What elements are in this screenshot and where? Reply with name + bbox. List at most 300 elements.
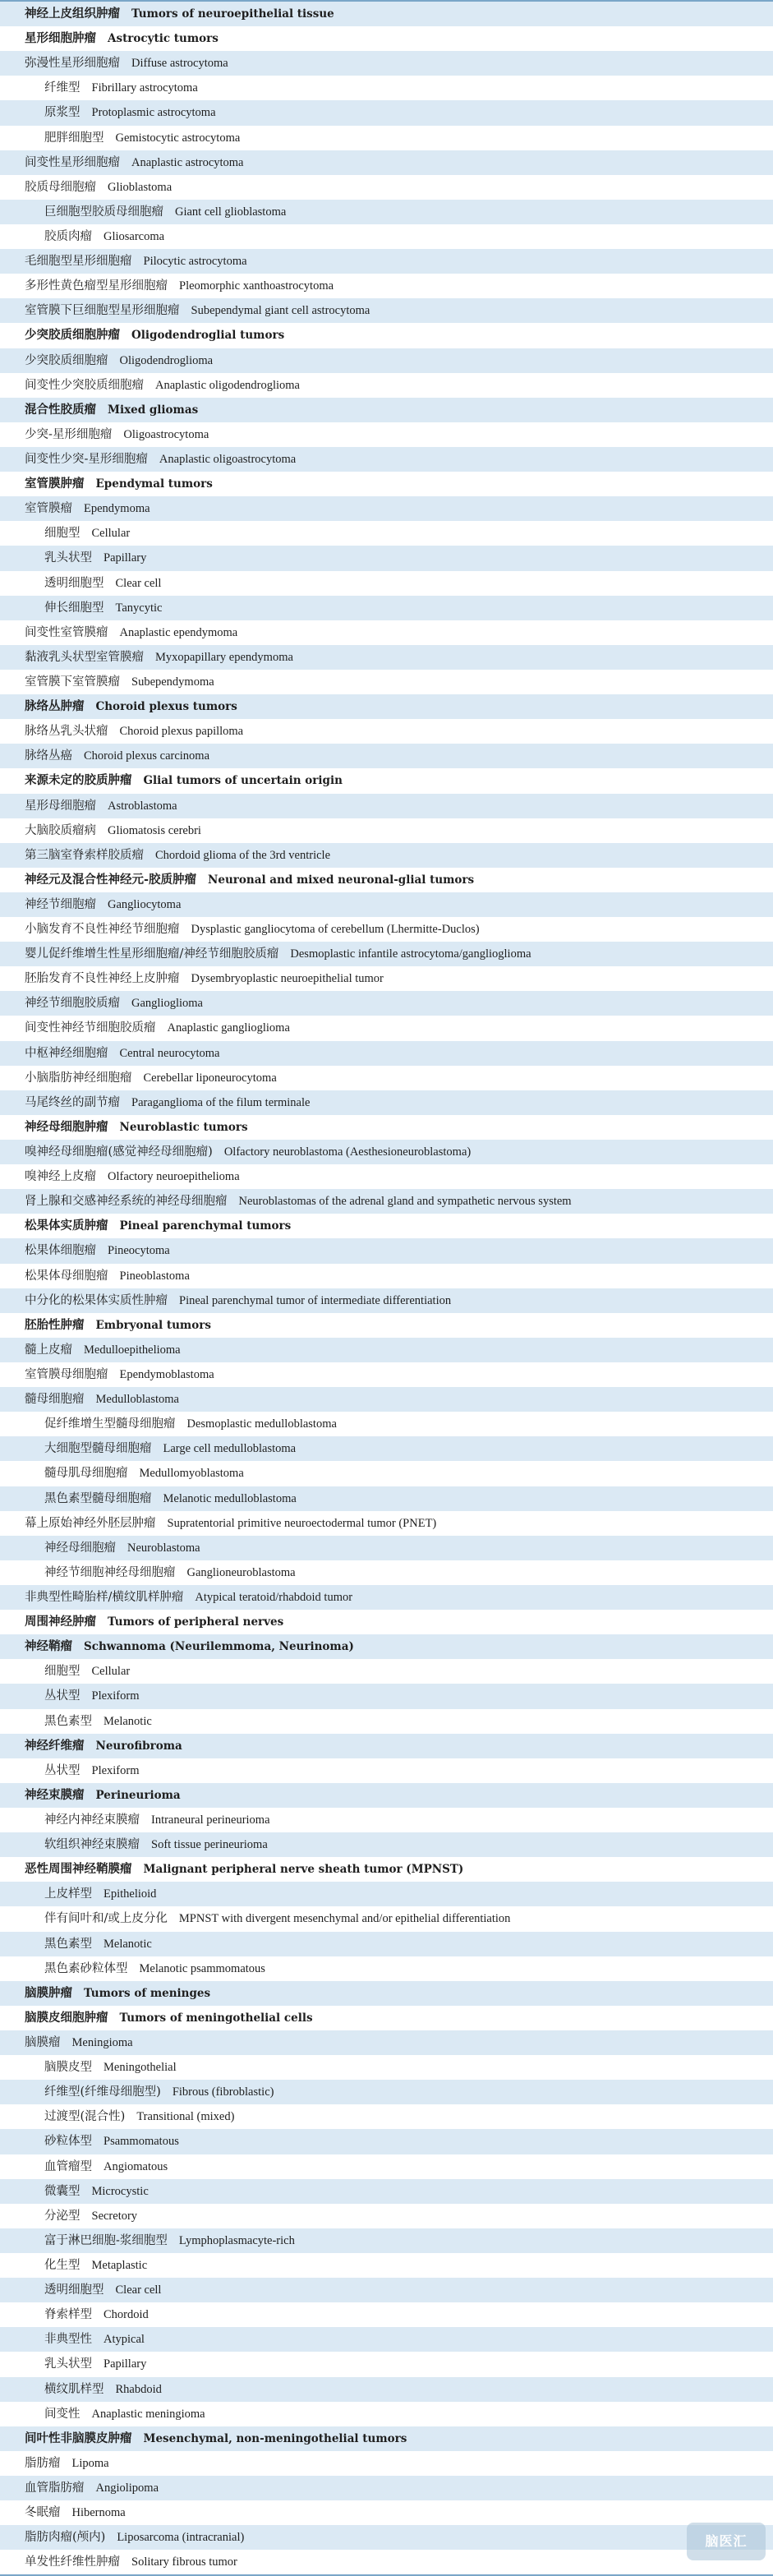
chinese-term: 室管膜母细胞瘤 <box>25 1368 108 1382</box>
table-row <box>0 51 773 76</box>
english-term: Oligodendroglial tumors <box>131 329 285 343</box>
chinese-term: 分泌型 <box>44 2209 81 2223</box>
table-row <box>0 249 773 274</box>
category-header-row <box>0 2426 773 2451</box>
category-header-row <box>0 768 773 793</box>
english-term: Angiomatous <box>104 2159 168 2173</box>
english-term: Melanotic <box>104 1714 152 1728</box>
english-term: Anaplastic ependymoma <box>119 625 238 639</box>
chinese-term: 松果体细胞瘤 <box>25 1244 96 1258</box>
english-term: Rhabdoid <box>115 2382 162 2396</box>
table-row <box>0 2278 773 2302</box>
english-term: Malignant peripheral nerve sheath tumor (MPNST) <box>143 1863 464 1877</box>
table-row <box>0 1264 773 1288</box>
chinese-term: 婴儿促纤维增生性星形细胞瘤/神经节细胞胶质瘤 <box>25 947 279 961</box>
english-term: Gangliocytoma <box>108 897 182 911</box>
english-term: Lipoma <box>71 2456 109 2470</box>
english-term: Lymphoplasmacyte-rich <box>178 2233 295 2247</box>
table-row <box>0 843 773 868</box>
english-term: Paraganglioma of the filum terminale <box>131 1095 311 1109</box>
english-term: Central neurocytoma <box>119 1046 220 1060</box>
english-term: Gemistocytic astrocytoma <box>115 131 241 145</box>
chinese-term: 脉络丛肿瘤 <box>25 699 85 714</box>
chinese-term: 脉络丛乳头状瘤 <box>25 725 108 739</box>
english-term: Anaplastic meningioma <box>91 2407 205 2421</box>
chinese-term: 原浆型 <box>44 106 81 120</box>
english-term: Pineal parenchymal tumor of intermediate differentiation <box>179 1293 452 1307</box>
chinese-term: 髓母细胞瘤 <box>25 1393 85 1407</box>
table-row <box>0 1041 773 1066</box>
category-header-row <box>0 1734 773 1758</box>
category-header-row <box>0 1857 773 1882</box>
english-term: Anaplastic oligodendroglioma <box>155 378 300 392</box>
chinese-term: 神经节细胞神经母细胞瘤 <box>44 1565 176 1579</box>
table-row <box>0 1758 773 1783</box>
table-row <box>0 447 773 472</box>
chinese-term: 多形性黄色瘤型星形细胞瘤 <box>25 279 168 293</box>
table-row <box>0 1436 773 1461</box>
table-row <box>0 2476 773 2500</box>
english-term: Neuroblastoma <box>127 1541 200 1555</box>
english-term: Angiolipoma <box>95 2481 159 2495</box>
english-term: Schwannoma (Neurilemmoma, Neurinoma) <box>84 1640 354 1654</box>
english-term: Anaplastic oligoastrocytoma <box>159 452 297 466</box>
english-term: Diffuse astrocytoma <box>131 57 228 71</box>
chinese-term: 黏液乳头状型室管膜瘤 <box>25 650 144 664</box>
table-row <box>0 1709 773 1734</box>
chinese-term: 室管膜下室管膜瘤 <box>25 675 120 689</box>
chinese-term: 血管脂肪瘤 <box>25 2481 85 2495</box>
category-header-row <box>0 26 773 51</box>
table-row <box>0 1585 773 1610</box>
english-term: Large cell medulloblastoma <box>163 1442 297 1456</box>
english-term: Tanycytic <box>115 601 163 615</box>
english-term: Anaplastic ganglioglioma <box>167 1021 290 1035</box>
english-term: Ganglioneuroblastoma <box>186 1565 296 1579</box>
table-row <box>0 2104 773 2129</box>
table-row <box>0 1659 773 1684</box>
table-row <box>0 2228 773 2253</box>
chinese-term: 髓母肌母细胞瘤 <box>44 1467 128 1481</box>
english-term: Medullomyoblastoma <box>139 1467 244 1481</box>
chinese-term: 脂肪肉瘤(颅内) <box>25 2531 106 2545</box>
chinese-term: 神经内神经束膜瘤 <box>44 1813 140 1827</box>
table-row <box>0 1288 773 1313</box>
chinese-term: 横纹肌样型 <box>44 2382 104 2396</box>
chinese-term: 恶性周围神经鞘膜瘤 <box>25 1862 132 1877</box>
chinese-term: 上皮样型 <box>44 1887 92 1901</box>
english-term: Anaplastic astrocytoma <box>131 155 244 169</box>
category-header-row <box>0 1214 773 1238</box>
chinese-term: 神经母细胞瘤 <box>44 1541 116 1555</box>
chinese-term: 透明细胞型 <box>44 2283 104 2297</box>
chinese-term: 黑色素型 <box>44 1714 92 1728</box>
english-term: Supratentorial primitive neuroectodermal tumor (PNET) <box>167 1516 437 1530</box>
english-term: Psammomatous <box>104 2135 179 2149</box>
table-row <box>0 1412 773 1436</box>
table-row <box>0 150 773 175</box>
chinese-term: 神经纤维瘤 <box>25 1738 85 1753</box>
english-term: Meningothelial <box>104 2061 177 2075</box>
chinese-term: 神经鞘瘤 <box>25 1639 72 1654</box>
chinese-term: 促纤维增生型髓母细胞瘤 <box>44 1417 176 1431</box>
category-header-row <box>0 868 773 892</box>
chinese-term: 细胞型 <box>44 1665 81 1679</box>
english-term: Desmoplastic medulloblastoma <box>186 1417 337 1431</box>
chinese-term: 透明细胞型 <box>44 576 104 590</box>
table-row <box>0 2525 773 2550</box>
english-term: Secretory <box>91 2209 138 2223</box>
english-term: Melanotic medulloblastoma <box>163 1491 297 1505</box>
table-row <box>0 818 773 843</box>
chinese-term: 松果体实质肿瘤 <box>25 1219 108 1233</box>
chinese-term: 室管膜肿瘤 <box>25 477 85 491</box>
table-row <box>0 2080 773 2104</box>
chinese-term: 血管瘤型 <box>44 2159 92 2173</box>
chinese-term: 纤维型(纤维母细胞型) <box>44 2085 161 2099</box>
english-term: Clear cell <box>115 576 162 590</box>
english-term: Astrocytic tumors <box>108 32 219 46</box>
table-row <box>0 2302 773 2327</box>
english-term: Myxopapillary ependymoma <box>155 650 293 664</box>
chinese-term: 间变性神经节细胞胶质瘤 <box>25 1021 156 1035</box>
english-term: Soft tissue perineurioma <box>151 1838 268 1852</box>
chinese-term: 脂肪瘤 <box>25 2456 61 2470</box>
chinese-term: 毛细胞型星形细胞瘤 <box>25 255 132 269</box>
chinese-term: 黑色素型髓母细胞瘤 <box>44 1491 152 1505</box>
table-row <box>0 1684 773 1708</box>
english-term: Choroid plexus tumors <box>95 700 237 714</box>
chinese-term: 神经上皮组织肿瘤 <box>25 7 120 21</box>
chinese-term: 丛状型 <box>44 1763 81 1777</box>
chinese-term: 间变性星形细胞瘤 <box>25 155 120 169</box>
table-row <box>0 1560 773 1585</box>
table-row <box>0 373 773 398</box>
english-term: Fibrillary astrocytoma <box>91 81 198 95</box>
english-term: Gliomatosis cerebri <box>108 823 201 837</box>
english-term: Astroblastoma <box>108 799 177 813</box>
chinese-term: 细胞型 <box>44 527 81 541</box>
table-row <box>0 2129 773 2154</box>
chinese-term: 室管膜下巨细胞型星形细胞瘤 <box>25 304 180 318</box>
english-term: Subependymoma <box>131 675 214 689</box>
chinese-term: 少突-星形细胞瘤 <box>25 427 113 441</box>
english-term: Ependymoma <box>84 502 150 516</box>
table-row <box>0 2352 773 2376</box>
english-term: Chordoid <box>104 2308 149 2322</box>
english-term: Atypical teratoid/rhabdoid tumor <box>195 1591 353 1604</box>
english-term: Mesenchymal, non-meningothelial tumors <box>143 2431 407 2445</box>
table-row <box>0 645 773 670</box>
table-row <box>0 1338 773 1362</box>
table-row <box>0 1511 773 1536</box>
english-term: Pineoblastoma <box>119 1269 190 1283</box>
chinese-term: 少突胶质细胞瘤 <box>25 353 108 367</box>
english-term: Plexiform <box>91 1689 140 1703</box>
english-term: Mixed gliomas <box>108 403 199 417</box>
english-term: Oligodendroglioma <box>119 353 214 367</box>
table-row <box>0 1189 773 1214</box>
chinese-term: 嗅神经上皮瘤 <box>25 1170 96 1184</box>
table-row <box>0 1832 773 1857</box>
table-row <box>0 1238 773 1263</box>
table-row <box>0 1387 773 1412</box>
chinese-term: 乳头状型 <box>44 551 92 565</box>
table-row <box>0 1461 773 1486</box>
english-term: Microcystic <box>91 2184 149 2198</box>
chinese-term: 幕上原始神经外胚层肿瘤 <box>25 1516 156 1530</box>
chinese-term: 非典型性 <box>44 2333 92 2347</box>
table-row <box>0 200 773 224</box>
table-row <box>0 1090 773 1115</box>
english-term: Papillary <box>104 2357 147 2371</box>
english-term: Pleomorphic xanthoastrocytoma <box>179 279 334 293</box>
table-row <box>0 422 773 447</box>
english-term: Neuroblastic tumors <box>119 1120 248 1134</box>
category-header-row <box>0 1313 773 1338</box>
table-row <box>0 521 773 546</box>
table-row <box>0 76 773 100</box>
category-header-row <box>0 1981 773 2006</box>
english-term: Olfactory neuroblastoma (Aesthesioneuroblastoma) <box>223 1145 472 1159</box>
chinese-term: 脑膜皮型 <box>44 2061 92 2075</box>
table-row <box>0 126 773 150</box>
chinese-term: 小脑发育不良性神经节细胞瘤 <box>25 923 180 937</box>
english-term: Perineurioma <box>95 1788 181 1802</box>
chinese-term: 纤维型 <box>44 81 81 95</box>
english-term: Cellular <box>91 527 131 541</box>
chinese-term: 髓上皮瘤 <box>25 1343 72 1357</box>
chinese-term: 大细胞型髓母细胞瘤 <box>44 1442 152 1456</box>
table-row <box>0 2030 773 2055</box>
category-header-row <box>0 1783 773 1808</box>
english-term: Pilocytic astrocytoma <box>143 255 247 269</box>
english-term: Dysembryoplastic neuroepithelial tumor <box>191 972 384 986</box>
english-term: Subependymal giant cell astrocytoma <box>191 304 370 318</box>
category-header-row <box>0 1634 773 1659</box>
english-term: Tumors of meninges <box>84 1986 211 2000</box>
english-term: Transitional (mixed) <box>136 2110 235 2124</box>
english-term: Intraneural perineurioma <box>151 1813 270 1827</box>
chinese-term: 胚胎性肿瘤 <box>25 1317 85 1332</box>
english-term: Melanotic psammomatous <box>139 1961 265 1975</box>
chinese-term: 脑膜肿瘤 <box>25 1985 72 2000</box>
category-header-row <box>0 1610 773 1634</box>
english-term: Clear cell <box>115 2283 162 2297</box>
chinese-term: 松果体母细胞瘤 <box>25 1269 108 1283</box>
english-term: Choroid plexus carcinoma <box>84 749 210 763</box>
english-term: Pineocytoma <box>108 1244 170 1258</box>
category-header-row <box>0 2 773 26</box>
chinese-term: 弥漫性星形细胞瘤 <box>25 57 120 71</box>
table-row <box>0 1164 773 1189</box>
chinese-term: 乳头状型 <box>44 2357 92 2371</box>
chinese-term: 神经束膜瘤 <box>25 1787 85 1802</box>
chinese-term: 间变性少突胶质细胞瘤 <box>25 378 144 392</box>
english-term: Ganglioglioma <box>131 997 203 1011</box>
chinese-term: 少突胶质细胞肿瘤 <box>25 328 120 343</box>
chinese-term: 肾上腺和交感神经系统的神经母细胞瘤 <box>25 1195 228 1209</box>
table-row <box>0 670 773 694</box>
english-term: Neuroblastomas of the adrenal gland and sympathetic nervous system <box>238 1195 572 1209</box>
table-row <box>0 1536 773 1560</box>
table-row <box>0 794 773 818</box>
table-row <box>0 2550 773 2574</box>
table-row <box>0 991 773 1016</box>
english-term: Plexiform <box>91 1763 140 1777</box>
chinese-term: 化生型 <box>44 2258 81 2272</box>
english-term: Neuronal and mixed neuronal-glial tumors <box>208 873 475 887</box>
chinese-term: 非典型性畸胎样/横纹肌样肿瘤 <box>25 1591 184 1604</box>
table-row <box>0 1066 773 1090</box>
english-term: Liposarcoma (intracranial) <box>117 2531 245 2545</box>
chinese-term: 第三脑室脊索样胶质瘤 <box>25 848 144 862</box>
english-term: Solitary fibrous tumor <box>131 2555 237 2569</box>
english-term: Choroid plexus papilloma <box>119 725 244 739</box>
chinese-term: 脑膜瘤 <box>25 2035 61 2049</box>
table-row <box>0 1906 773 1931</box>
english-term: Cellular <box>91 1665 131 1679</box>
category-header-row <box>0 472 773 496</box>
chinese-term: 中枢神经细胞瘤 <box>25 1046 108 1060</box>
chinese-term: 马尾终丝的副节瘤 <box>25 1095 120 1109</box>
chinese-term: 肥胖细胞型 <box>44 131 104 145</box>
table-row <box>0 2377 773 2402</box>
english-term: Desmoplastic infantile astrocytoma/ganglioglioma <box>290 947 531 961</box>
chinese-term: 脉络丛癌 <box>25 749 72 763</box>
chinese-term: 混合性胶质瘤 <box>25 402 96 417</box>
chinese-term: 脊索样型 <box>44 2308 92 2322</box>
table-row <box>0 2451 773 2476</box>
english-term: Ependymal tumors <box>95 477 213 491</box>
english-term: Neurofibroma <box>95 1739 182 1753</box>
chinese-term: 伴有间叶和/或上皮分化 <box>44 1912 168 1926</box>
english-term: Tumors of peripheral nerves <box>108 1615 284 1629</box>
chinese-term: 软组织神经束膜瘤 <box>44 1838 140 1852</box>
table-row <box>0 2500 773 2525</box>
english-term: Embryonal tumors <box>95 1318 211 1332</box>
table-row <box>0 1956 773 1981</box>
table-row <box>0 274 773 298</box>
table-row <box>0 1932 773 1956</box>
chinese-term: 星形母细胞瘤 <box>25 799 96 813</box>
english-term: Ependymoblastoma <box>119 1368 214 1382</box>
table-row <box>0 100 773 125</box>
chinese-term: 胶质肉瘤 <box>44 229 92 243</box>
english-term: Medulloblastoma <box>95 1393 179 1407</box>
english-term: Hibernoma <box>71 2506 126 2520</box>
table-row <box>0 2204 773 2228</box>
table-row <box>0 1140 773 1164</box>
chinese-term: 神经元及混合性神经元-胶质肿瘤 <box>25 872 197 887</box>
english-term: Melanotic <box>104 1937 152 1951</box>
table-row <box>0 966 773 991</box>
english-term: Chordoid glioma of the 3rd ventricle <box>155 848 331 862</box>
table-row <box>0 1486 773 1511</box>
table-row <box>0 1362 773 1387</box>
table-row <box>0 571 773 596</box>
table-row <box>0 596 773 620</box>
table-row <box>0 496 773 521</box>
chinese-term: 胶质母细胞瘤 <box>25 180 96 194</box>
english-term: Dysplastic gangliocytoma of cerebellum (Lhermitte-Duclos) <box>191 923 480 937</box>
english-term: Tumors of meningothelial cells <box>119 2011 313 2025</box>
english-term: MPNST with divergent mesenchymal and/or epithelial differentiation <box>178 1912 511 1926</box>
chinese-term: 神经节细胞瘤 <box>25 897 96 911</box>
chinese-term: 中分化的松果体实质性肿瘤 <box>25 1293 168 1307</box>
table-row <box>0 2253 773 2278</box>
table-row <box>0 2402 773 2426</box>
chinese-term: 脑膜皮细胞肿瘤 <box>25 2010 108 2025</box>
chinese-term: 间变性少突-星形细胞瘤 <box>25 452 148 466</box>
chinese-term: 间变性室管膜瘤 <box>25 625 108 639</box>
english-term: Medulloepithelioma <box>84 1343 181 1357</box>
chinese-term: 过渡型(混合性) <box>44 2110 126 2124</box>
table-row <box>0 892 773 917</box>
chinese-term: 小脑脂肪神经细胞瘤 <box>25 1071 132 1085</box>
chinese-term: 砂粒体型 <box>44 2135 92 2149</box>
table-row <box>0 546 773 570</box>
chinese-term: 富于淋巴细胞-浆细胞型 <box>44 2233 168 2247</box>
english-term: Pineal parenchymal tumors <box>119 1219 292 1233</box>
chinese-term: 间变性 <box>44 2407 81 2421</box>
chinese-term: 单发性纤维性肿瘤 <box>25 2555 120 2569</box>
chinese-term: 黑色素砂粒体型 <box>44 1961 128 1975</box>
english-term: Epithelioid <box>104 1887 157 1901</box>
english-term: Metaplastic <box>91 2258 148 2272</box>
category-header-row <box>0 2006 773 2030</box>
chinese-term: 神经母细胞肿瘤 <box>25 1119 108 1134</box>
table-row <box>0 744 773 768</box>
chinese-term: 伸长细胞型 <box>44 601 104 615</box>
chinese-term: 丛状型 <box>44 1689 81 1703</box>
table-row <box>0 2154 773 2179</box>
table-row <box>0 719 773 744</box>
chinese-term: 神经节细胞胶质瘤 <box>25 997 120 1011</box>
table-row <box>0 348 773 373</box>
table-row <box>0 298 773 323</box>
category-header-row <box>0 323 773 348</box>
english-term: Oligoastrocytoma <box>123 427 209 441</box>
chinese-term: 胚胎发育不良性神经上皮肿瘤 <box>25 972 180 986</box>
table-row <box>0 2055 773 2080</box>
chinese-term: 微囊型 <box>44 2184 81 2198</box>
english-term: Olfactory neuroepithelioma <box>108 1170 240 1184</box>
chinese-term: 黑色素型 <box>44 1937 92 1951</box>
category-header-row <box>0 1115 773 1140</box>
english-term: Cerebellar liponeurocytoma <box>143 1071 277 1085</box>
english-term: Meningioma <box>71 2035 133 2049</box>
english-term: Fibrous (fibroblastic) <box>172 2085 274 2099</box>
table-row <box>0 917 773 942</box>
english-term: Protoplasmic astrocytoma <box>91 106 216 120</box>
watermark-logo: 脑医汇 <box>687 2523 766 2560</box>
chinese-term: 周围神经肿瘤 <box>25 1615 96 1629</box>
chinese-term: 来源未定的胶质肿瘤 <box>25 773 132 788</box>
table-row <box>0 2327 773 2352</box>
chinese-term: 星形细胞肿瘤 <box>25 31 96 46</box>
chinese-term: 嗅神经母细胞瘤(感觉神经母细胞瘤) <box>25 1145 213 1159</box>
table-row <box>0 1808 773 1832</box>
english-term: Atypical <box>104 2333 145 2347</box>
table-row <box>0 1016 773 1040</box>
table-row <box>0 175 773 200</box>
table-row <box>0 620 773 645</box>
table-row <box>0 1882 773 1906</box>
table-row <box>0 224 773 249</box>
chinese-term: 大脑胶质瘤病 <box>25 823 96 837</box>
english-term: Glioblastoma <box>108 180 173 194</box>
